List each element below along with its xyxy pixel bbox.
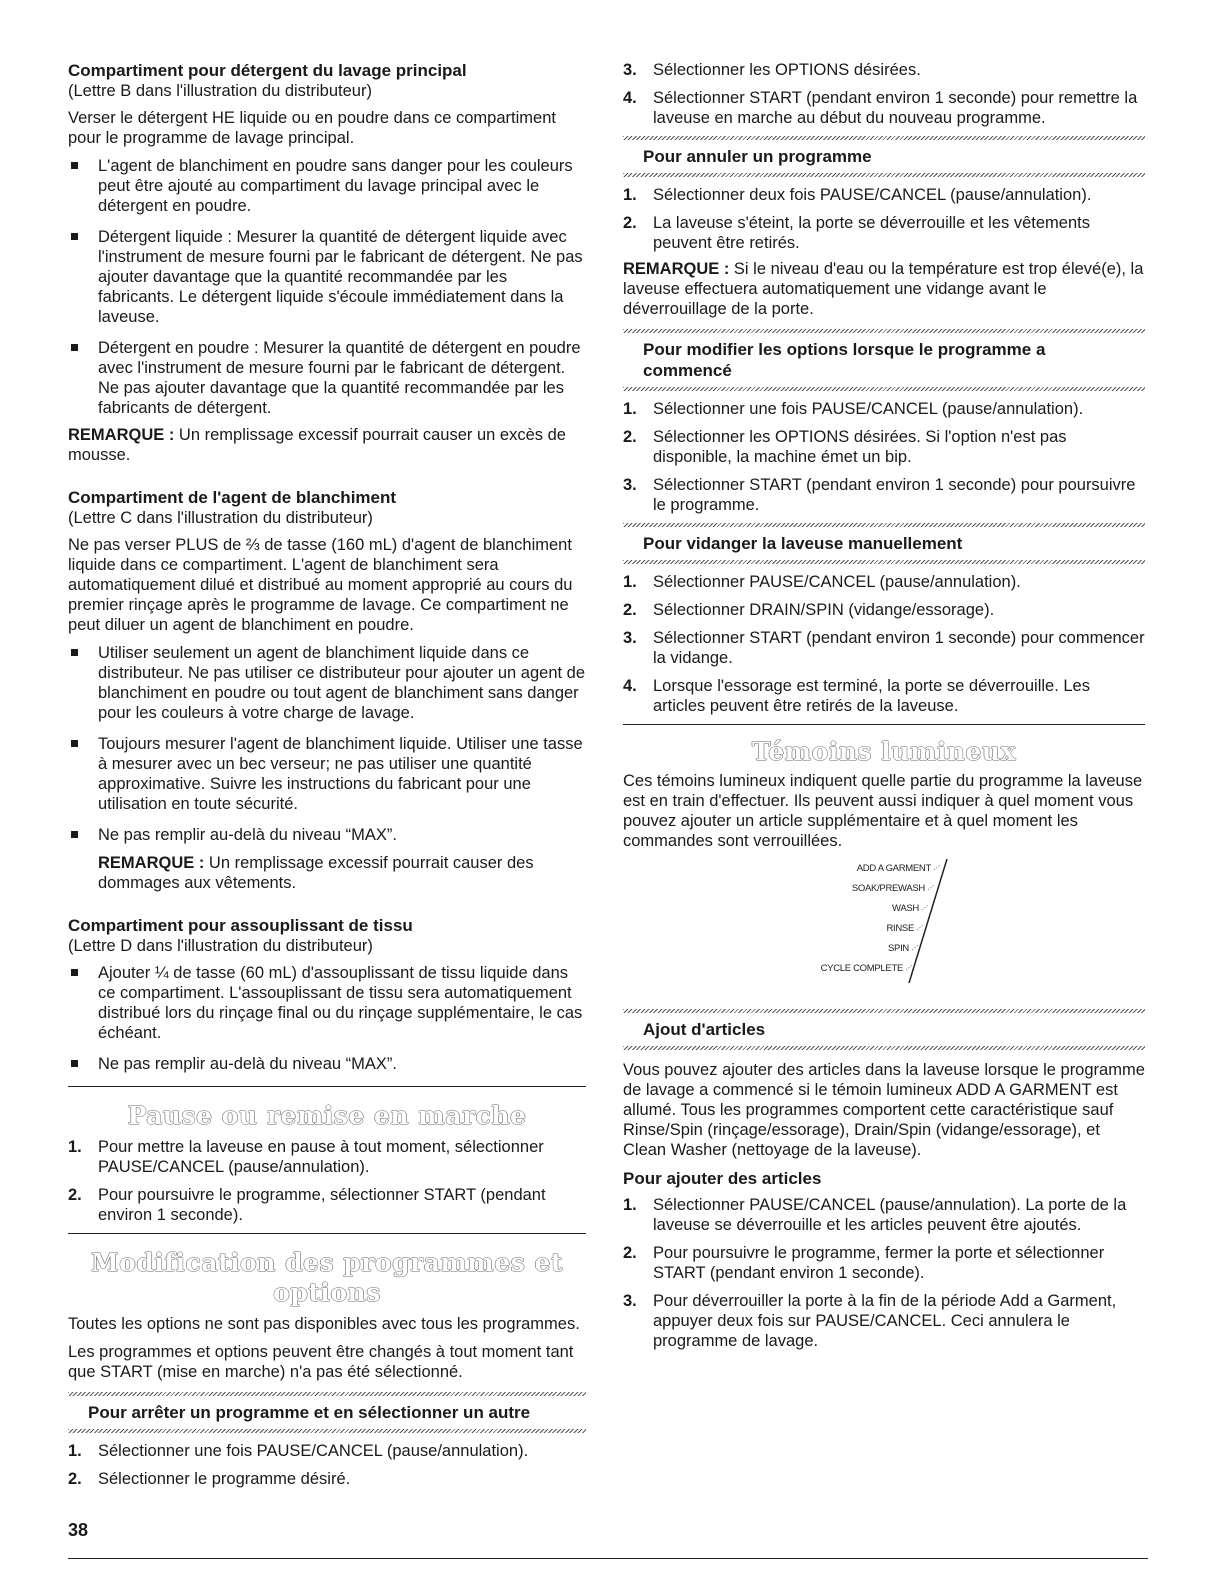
indicator-light (934, 865, 940, 870)
hatch-divider (623, 173, 1145, 177)
status-lights-illustration (813, 859, 973, 991)
indicator-label: ADD A GARMENT (856, 863, 931, 874)
list-item: Ne pas remplir au-delà du niveau “MAX”. (68, 1054, 586, 1074)
list-item: Toujours mesurer l'agent de blanchiment liquide. Utiliser une tasse à mesurer avec un bec verseur; ne pas utiliser une quantité approximative. Suivre les instructions du fabricant pour une utilisation en toute sécurité. (68, 734, 586, 814)
modify-paragraph-2: Les programmes et options peuvent être changés à tout moment tant que START (mise en marche) n'a pas été sélectionné. (68, 1343, 574, 1381)
bullet-icon (71, 344, 78, 351)
softener-heading: Compartiment pour assouplissant de tissu (68, 916, 413, 935)
indicators-text: Ces témoins lumineux indiquent quelle partie du programme la laveuse est en train d'effectuer. Ils peuvent aussi indiquer à quel moment vous pouvez ajouter un article supplémentaire et à quel moment les commandes sont verrouillées. (623, 772, 1143, 850)
stop-program-steps (68, 1441, 586, 1489)
section-divider (68, 1233, 586, 1234)
indicator-label: WASH (892, 903, 919, 914)
bullet-icon (71, 831, 78, 838)
panel-edge (909, 859, 947, 983)
bullet-icon (71, 233, 78, 240)
indicator-label: SPIN (888, 943, 909, 954)
add-items-heading: Ajout d'articles (643, 1020, 766, 1039)
main-wash-remark: REMARQUE : Un remplissage excessif pourrait causer un excès de mousse. (68, 426, 566, 464)
list-item: 1. Sélectionner PAUSE/CANCEL (pause/annulation). (623, 573, 1021, 591)
status-lights-figure (623, 859, 1145, 999)
bleach-bullets (68, 643, 586, 845)
list-item: Détergent liquide : Mesurer la quantité de détergent liquide avec l'instrument de mesure fourni par le fabricant de détergent. Ne pas ajouter davantage que la quantité recommandée par les fabricants. Le détergent liquide s'écoule immédiatement dans la laveuse. (68, 227, 586, 327)
modify-section-title: Modification des programmes et options (91, 1248, 563, 1307)
pause-section-title: Pause ou remise en marche (127, 1101, 527, 1130)
main-wash-intro: Verser le détergent HE liquide ou en poudre dans ce compartiment pour le programme de lavage principal. (68, 109, 556, 147)
list-item: 3. Sélectionner les OPTIONS désirées. (623, 61, 921, 79)
modify-options-steps (623, 399, 1145, 515)
modify-options-heading: Pour modifier les options lorsque le programme a commencé (643, 340, 1046, 380)
add-items-steps (623, 1195, 1145, 1351)
section-divider (68, 1086, 586, 1087)
list-item: 1. Sélectionner une fois PAUSE/CANCEL (pause/annulation). (623, 400, 1084, 418)
indicator-light (906, 965, 912, 970)
bullet-icon (71, 162, 78, 169)
indicator-light (912, 945, 918, 950)
list-item: 2. La laveuse s'éteint, la porte se déverrouille et les vêtements peuvent être retirés. (623, 214, 1090, 252)
drain-steps (623, 572, 1145, 716)
main-wash-bullets (68, 156, 586, 418)
cancel-heading: Pour annuler un programme (643, 147, 872, 166)
add-items-subheading: Pour ajouter des articles (623, 1169, 822, 1188)
left-column (68, 60, 586, 1497)
page-number: 38 (68, 1520, 89, 1540)
cancel-steps (623, 185, 1145, 253)
indicator-label: CYCLE COMPLETE (820, 963, 903, 974)
list-item: 1. Sélectionner deux fois PAUSE/CANCEL (pause/annulation). (623, 186, 1092, 204)
list-item: 2. Sélectionner DRAIN/SPIN (vidange/essorage). (623, 601, 995, 619)
bullet-icon (71, 649, 78, 656)
bullet-icon (71, 740, 78, 747)
drain-heading: Pour vidanger la laveuse manuellement (643, 534, 963, 553)
hatch-divider (623, 1046, 1145, 1050)
bullet-icon (71, 1060, 78, 1067)
footer-rule (68, 1558, 1148, 1559)
hatch-divider (68, 1429, 586, 1433)
list-item: Utiliser seulement un agent de blanchiment liquide dans ce distributeur. Ne pas utiliser ce distributeur pour ajouter un agent de blanchiment en poudre ou tout agent de blanchiment sans danger pour les couleurs à votre charge de lavage. (68, 643, 586, 723)
softener-subtitle: (Lettre D dans l'illustration du distributeur) (68, 937, 373, 955)
bleach-subtitle: (Lettre C dans l'illustration du distributeur) (68, 509, 373, 527)
indicator-label: RINSE (886, 923, 914, 934)
section-divider (623, 724, 1145, 725)
list-item: 4. Sélectionner START (pendant environ 1 seconde) pour remettre la laveuse en marche au début du nouveau programme. (623, 89, 1138, 127)
list-item: 2. Pour poursuivre le programme, sélectionner START (pendant environ 1 seconde). (68, 1186, 546, 1224)
list-item: 3. Sélectionner START (pendant environ 1 seconde) pour commencer la vidange. (623, 629, 1145, 667)
list-item: Détergent en poudre : Mesurer la quantité de détergent en poudre avec l'instrument de mesure fourni par le fabricant de détergent. Ne pas ajouter davantage que la quantité recommandée par les fabricants de détergent. (68, 338, 586, 418)
list-item: 2. Sélectionner le programme désiré. (68, 1470, 351, 1488)
bullet-icon (71, 969, 78, 976)
softener-bullets (68, 963, 586, 1074)
list-item: 2. Pour poursuivre le programme, fermer la porte et sélectionner START (pendant environ 1 seconde). (623, 1244, 1105, 1282)
modify-paragraph-1: Toutes les options ne sont pas disponibles avec tous les programmes. (68, 1315, 580, 1333)
list-item: 1. Sélectionner une fois PAUSE/CANCEL (pause/annulation). (68, 1442, 529, 1460)
indicator-light (922, 905, 928, 910)
bleach-heading: Compartiment de l'agent de blanchiment (68, 488, 397, 507)
indicator-label: SOAK/PREWASH (851, 883, 925, 894)
bleach-remark: REMARQUE : Un remplissage excessif pourrait causer des dommages aux vêtements. (98, 854, 534, 892)
continued-steps (623, 60, 1145, 128)
list-item: 4. Lorsque l'essorage est terminé, la porte se déverrouille. Les articles peuvent être retirés de la laveuse. (623, 677, 1090, 715)
list-item: 1. Pour mettre la laveuse en pause à tout moment, sélectionner PAUSE/CANCEL (pause/annulation). (68, 1138, 544, 1176)
hatch-divider (623, 560, 1145, 564)
hatch-divider (623, 387, 1145, 391)
list-item: Ajouter ¼ de tasse (60 mL) d'assouplissant de tissu liquide dans ce compartiment. L'assouplissant de tissu sera automatiquement distribué lors du rinçage final ou du rinçage supplémentaire, le cas échéant. (68, 963, 586, 1043)
list-item: 3. Sélectionner START (pendant environ 1 seconde) pour poursuivre le programme. (623, 476, 1136, 514)
cancel-remark: REMARQUE : Si le niveau d'eau ou la température est trop élevé(e), la laveuse effectuera automatiquement une vidange avant le déverrouillage de la porte. (623, 260, 1144, 318)
list-item: L'agent de blanchiment en poudre sans danger pour les couleurs peut être ajouté au compartiment du lavage principal avec le détergent en poudre. (68, 156, 586, 216)
stop-program-heading: Pour arrêter un programme et en sélectionner un autre (88, 1403, 531, 1422)
bleach-intro: Ne pas verser PLUS de ⅔ de tasse (160 mL) d'agent de blanchiment liquide dans ce compartiment. L'agent de blanchiment sera automatiquement dilué et distribué au moment approprié au cours du premier rinçage après le programme de lavage. Ce compartiment ne peut diluer un agent de blanchiment en poudre. (68, 536, 573, 634)
right-column (623, 60, 1145, 1359)
main-wash-subtitle: (Lettre B dans l'illustration du distributeur) (68, 82, 372, 100)
indicator-light (917, 925, 923, 930)
list-item: 1. Sélectionner PAUSE/CANCEL (pause/annulation). La porte de la laveuse se déverrouille et les articles peuvent être ajoutés. (623, 1196, 1127, 1234)
list-item: Ne pas remplir au-delà du niveau “MAX”. (68, 825, 586, 845)
list-item: 3. Pour déverrouiller la porte à la fin de la période Add a Garment, appuyer deux fois sur PAUSE/CANCEL. Ceci annulera le programme de lavage. (623, 1292, 1117, 1350)
indicators-section-title: Témoins lumineux (751, 737, 1016, 766)
list-item: 2. Sélectionner les OPTIONS désirées. Si l'option n'est pas disponible, la machine émet un bip. (623, 428, 1067, 466)
pause-steps (68, 1137, 586, 1225)
add-items-text: Vous pouvez ajouter des articles dans la laveuse lorsque le programme de lavage a commencé si le témoin lumineux ADD A GARMENT est allumé. Tous les programmes comportent cette caractéristique sauf Rinse/Spin (rinçage/essorage), Drain/Spin (vidange/essorage), et Clean Washer (nettoyage de la laveuse). (623, 1061, 1145, 1159)
indicator-light (928, 885, 934, 890)
main-wash-heading: Compartiment pour détergent du lavage principal (68, 61, 467, 80)
